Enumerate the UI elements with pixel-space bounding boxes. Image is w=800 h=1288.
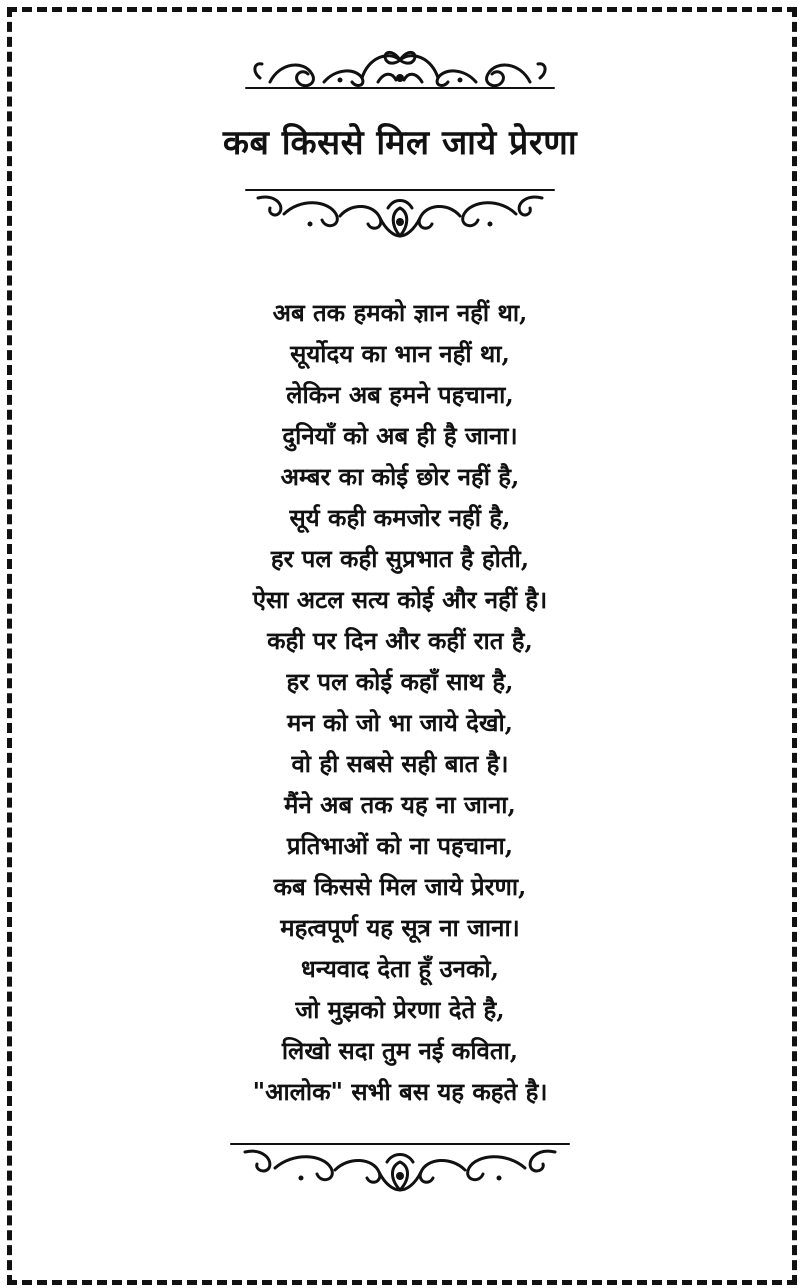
poem-line: अम्बर का कोई छोर नहीं है, (280, 462, 520, 491)
top-ornament (0, 38, 800, 94)
scroll-ornament-icon (240, 38, 560, 94)
bottom-ornament (0, 1138, 800, 1198)
poem-title: कब किससे मिल जाये प्रेरणा (222, 123, 578, 163)
poem-body (0, 292, 800, 1112)
poem-line: मैंने अब तक यह ना जाना, (284, 790, 516, 819)
poem-line: मन को जो भा जाये देखो, (286, 708, 514, 737)
scroll-ornament-icon (225, 1138, 575, 1198)
poem-line: कब किससे मिल जाये प्रेरणा, (273, 872, 527, 901)
poem-line: अब तक हमको ज्ञान नहीं था, (272, 298, 528, 327)
poem-line: प्रतिभाओं को ना पहचाना, (286, 831, 514, 860)
poem-line: सूर्य कही कमजोर नहीं है, (289, 503, 511, 532)
poem-line: वो ही सबसे सही बात है। (291, 749, 509, 778)
poem-line: हर पल कोई कहाँ साथ है, (286, 667, 514, 696)
poem-line: दुनियाँ को अब ही है जाना। (282, 421, 518, 450)
poem-line: कही पर दिन और कहीं रात है, (267, 626, 533, 655)
poem-line: लिखो सदा तुम नई कविता, (281, 1036, 519, 1065)
poem-line: ऐसा अटल सत्य कोई और नहीं है। (252, 585, 548, 614)
poem-line: लेकिन अब हमने पहचाना, (286, 380, 514, 409)
title-underline-ornament (0, 184, 800, 244)
poem-line: धन्यवाद देता हूँ उनको, (301, 954, 499, 983)
poem-line: "आलोक" सभी बस यह कहते है। (252, 1077, 548, 1106)
scroll-ornament-icon (240, 184, 560, 244)
poem-line: महत्वपूर्ण यह सूत्र ना जाना। (280, 913, 520, 942)
poem-line: सूर्योदय का भान नहीं था, (290, 339, 510, 368)
poem-line: हर पल कही सुप्रभात है होती, (270, 544, 530, 573)
poem-line: जो मुझको प्रेरणा देते है, (295, 995, 505, 1024)
